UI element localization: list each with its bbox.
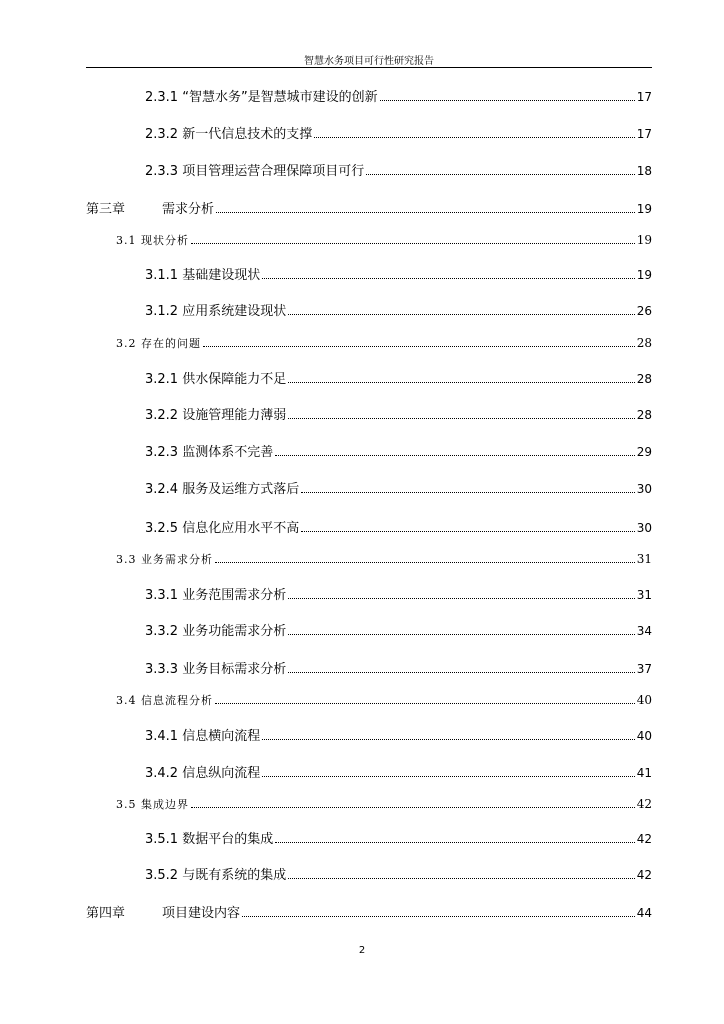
toc-page-number: 42 [636,797,652,811]
toc-entry-title: 3.2.1 供水保障能力不足 [145,372,287,387]
toc-page-number: 29 [636,445,652,459]
toc-entry-title: 3.3.2 业务功能需求分析 [145,624,287,639]
toc-entry-title: 3.3.3 业务目标需求分析 [145,662,287,677]
toc-subsection-entry[interactable] [0,264,652,283]
toc-entry-title: 3.2.3 监测体系不完善 [145,445,274,460]
toc-dot-leader [288,418,635,419]
toc-subsection-entry[interactable] [0,404,652,423]
toc-entry-title: 3.5 集成边界 [116,798,189,811]
toc-entry-title: 3.2.5 信息化应用水平不高 [145,521,300,536]
toc-page-number: 17 [636,90,652,104]
toc-page-number: 40 [636,693,652,707]
toc-page-number: 28 [636,372,652,386]
toc-dot-leader [314,137,635,138]
toc-dot-leader [288,382,635,383]
toc-dot-leader [366,174,635,175]
toc-section-entry[interactable] [0,551,652,567]
toc-dot-leader [215,562,635,563]
toc-page-number: 31 [636,588,652,602]
toc-chapter-number: 第四章 [86,906,126,921]
toc-subsection-entry[interactable] [0,762,652,781]
toc-section-entry[interactable] [0,335,652,351]
toc-dot-leader [288,634,635,635]
toc-dot-leader [215,703,635,704]
toc-page-number: 37 [636,662,652,676]
toc-entry-title: 3.2 存在的问题 [116,337,201,350]
toc-chapter-entry[interactable] [0,902,652,921]
toc-subsection-entry[interactable] [0,300,652,319]
toc-page-number: 30 [636,482,652,496]
toc-page-number: 28 [636,336,652,350]
toc-dot-leader [216,212,635,213]
toc-subsection-entry[interactable] [0,725,652,744]
toc-subsection-entry[interactable] [0,584,652,603]
header-rule [86,67,652,68]
toc-page-number: 42 [636,868,652,882]
toc-entry-title: 3.2.2 设施管理能力薄弱 [145,408,287,423]
toc-subsection-entry[interactable] [0,441,652,460]
toc-page-number: 28 [636,408,652,422]
toc-chapter-entry[interactable] [0,198,652,217]
toc-page-number: 44 [636,906,652,920]
toc-subsection-entry[interactable] [0,864,652,883]
toc-entry-title: 2.3.1 “智慧水务”是智慧城市建设的创新 [145,90,378,105]
toc-dot-leader [203,346,635,347]
toc-subsection-entry[interactable] [0,828,652,847]
toc-dot-leader [288,598,635,599]
toc-page-number: 17 [636,127,652,141]
toc-dot-leader [288,314,635,315]
toc-dot-leader [288,878,635,879]
toc-entry-title: 3.4.2 信息纵向流程 [145,766,261,781]
toc-dot-leader [275,455,635,456]
toc-entry-title: 项目建设内容 [162,906,241,921]
toc-entry-title: 3.5.2 与既有系统的集成 [145,868,287,883]
toc-section-entry[interactable] [0,232,652,248]
toc-entry-title: 3.4.1 信息横向流程 [145,729,261,744]
toc-page-number: 18 [636,164,652,178]
toc-page-number: 31 [636,552,652,566]
toc-dot-leader [262,776,635,777]
toc-dot-leader [301,531,635,532]
toc-entry-title: 3.1.2 应用系统建设现状 [145,304,287,319]
toc-page-number: 26 [636,304,652,318]
toc-entry-title: 3.3.1 业务范围需求分析 [145,588,287,603]
toc-entry-title: 需求分析 [162,202,215,217]
toc-page-number: 40 [636,729,652,743]
page-number: 2 [358,945,366,956]
toc-chapter-number: 第三章 [86,202,126,217]
toc-subsection-entry[interactable] [0,368,652,387]
toc-page-number: 41 [636,766,652,780]
toc-page-number: 19 [636,268,652,282]
toc-section-entry[interactable] [0,692,652,708]
toc-dot-leader [242,916,635,917]
toc-dot-leader [262,278,635,279]
toc-dot-leader [191,807,635,808]
toc-page-number: 42 [636,832,652,846]
toc-subsection-entry[interactable] [0,620,652,639]
toc-dot-leader [380,100,635,101]
toc-dot-leader [301,492,635,493]
toc-subsection-entry[interactable] [0,160,652,179]
toc-dot-leader [275,842,635,843]
toc-entry-title: 3.5.1 数据平台的集成 [145,832,274,847]
toc-dot-leader [288,672,635,673]
toc-page-number: 19 [636,202,652,216]
toc-entry-title: 3.1.1 基础建设现状 [145,268,261,283]
toc-page-number: 19 [636,233,652,247]
toc-subsection-entry[interactable] [0,123,652,142]
toc-entry-title: 2.3.2 新一代信息技术的支撑 [145,127,313,142]
toc-entry-title: 2.3.3 项目管理运营合理保障项目可行 [145,164,365,179]
toc-dot-leader [191,243,635,244]
toc-dot-leader [262,739,635,740]
toc-entry-title: 3.4 信息流程分析 [116,694,213,707]
toc-entry-title: 3.1 现状分析 [116,234,189,247]
toc-section-entry[interactable] [0,796,652,812]
toc-entry-title: 3.3 业务需求分析 [116,553,213,566]
toc-page-number: 34 [636,624,652,638]
toc-subsection-entry[interactable] [0,658,652,677]
page-header-title: 智慧水务项目可行性研究报告 [304,56,434,67]
toc-subsection-entry[interactable] [0,517,652,536]
toc-subsection-entry[interactable] [0,478,652,497]
toc-subsection-entry[interactable] [0,86,652,105]
toc-page-number: 30 [636,521,652,535]
toc-entry-title: 3.2.4 服务及运维方式落后 [145,482,300,497]
